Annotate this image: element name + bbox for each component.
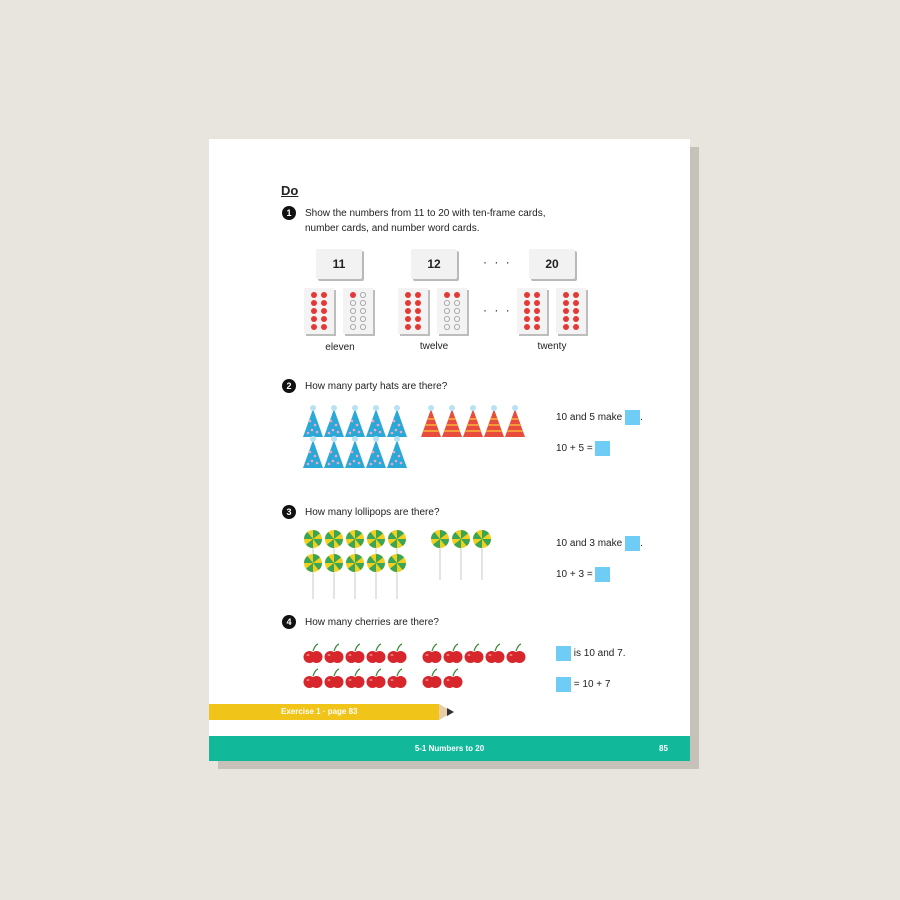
ellipsis-top: · · ·	[483, 255, 512, 269]
counter-filled	[534, 324, 540, 330]
q2-sentence-1-text: 10 and 5 make	[556, 412, 623, 424]
counter-filled	[524, 324, 530, 330]
q2-sentence-2	[556, 441, 610, 456]
counter-empty	[454, 308, 459, 313]
counter-filled	[534, 308, 540, 314]
party-hat	[324, 405, 344, 437]
section-heading: Do	[281, 183, 299, 198]
number-card-12: 12	[411, 249, 457, 279]
counter-filled	[444, 292, 450, 298]
q2-period: .	[639, 412, 643, 424]
counter-filled	[311, 300, 317, 306]
party-hats-illustration	[301, 401, 531, 471]
cherry	[388, 644, 407, 663]
word-card-twenty: twenty	[537, 341, 567, 352]
cherry	[304, 644, 323, 663]
party-hat	[484, 405, 504, 437]
party-hat	[345, 436, 365, 468]
q3-sentence-1	[556, 536, 643, 551]
counter-filled	[415, 316, 421, 322]
counter-empty	[444, 316, 449, 321]
counter-filled	[321, 324, 327, 330]
counter-filled	[534, 300, 540, 306]
lollipop	[388, 554, 406, 599]
question-1-line-2: number cards, and number word cards.	[305, 223, 480, 234]
cherry	[423, 669, 442, 688]
counter-filled	[350, 292, 356, 298]
lollipop	[431, 530, 449, 580]
ellipsis-bottom: · · ·	[483, 303, 512, 317]
q3-sentence-1-text: 10 and 3 make	[556, 538, 623, 550]
lollipop	[304, 554, 322, 599]
counter-filled	[563, 316, 569, 322]
cherry	[423, 644, 442, 663]
counter-filled	[415, 308, 421, 314]
party-hat	[345, 405, 365, 437]
question-3-number: 3	[282, 505, 296, 519]
answer-box[interactable]	[556, 646, 571, 661]
party-hat	[387, 405, 407, 437]
lollipop	[452, 530, 470, 580]
counter-filled	[415, 300, 421, 306]
counter-filled	[524, 292, 530, 298]
counter-empty	[454, 324, 459, 329]
cherry	[346, 669, 365, 688]
counter-filled	[311, 292, 317, 298]
counter-filled	[573, 292, 579, 298]
lollipop	[346, 554, 364, 599]
question-1-text	[305, 206, 545, 236]
question-1-line-1: Show the numbers from 11 to 20 with ten-frame cards,	[305, 208, 546, 219]
counter-filled	[573, 308, 579, 314]
counter-filled	[405, 324, 411, 330]
cherry	[325, 644, 344, 663]
answer-box[interactable]	[625, 410, 640, 425]
cherry	[444, 644, 463, 663]
question-2-text: How many party hats are there?	[305, 381, 448, 392]
workbook-page	[209, 139, 690, 761]
cherry	[507, 644, 526, 663]
number-card-20: 20	[529, 249, 575, 279]
lollipop	[367, 554, 385, 599]
word-card-twelve: twelve	[419, 341, 449, 352]
counter-filled	[563, 300, 569, 306]
ten-frame-card	[398, 288, 428, 334]
page-number: 85	[659, 744, 668, 753]
counter-filled	[563, 308, 569, 314]
counter-empty	[360, 324, 365, 329]
q3-sentence-2	[556, 567, 610, 582]
answer-box[interactable]	[556, 677, 571, 692]
counter-empty	[360, 300, 365, 305]
counter-filled	[321, 308, 327, 314]
counter-empty	[444, 324, 449, 329]
cherry	[367, 644, 386, 663]
party-hat	[505, 405, 525, 437]
exercise-reference[interactable]: Exercise 1 · page 83	[281, 707, 358, 716]
counter-filled	[573, 300, 579, 306]
counter-filled	[405, 308, 411, 314]
counter-filled	[415, 324, 421, 330]
counter-filled	[405, 316, 411, 322]
party-hat	[324, 436, 344, 468]
cherry	[367, 669, 386, 688]
number-card-11: 11	[316, 249, 362, 279]
question-3-text: How many lollipops are there?	[305, 507, 440, 518]
q2-sentence-2-text: 10 + 5 =	[556, 443, 593, 455]
ten-frame-card	[556, 288, 586, 334]
question-2-number: 2	[282, 379, 296, 393]
counter-filled	[321, 300, 327, 306]
party-hat	[387, 436, 407, 468]
counter-empty	[350, 324, 355, 329]
party-hat	[303, 405, 323, 437]
cherry	[388, 669, 407, 688]
counter-empty	[350, 316, 355, 321]
q3-sentence-2-text: 10 + 3 =	[556, 569, 593, 581]
counter-filled	[563, 292, 569, 298]
counter-filled	[524, 308, 530, 314]
counter-filled	[311, 324, 317, 330]
counter-empty	[350, 300, 355, 305]
party-hat	[303, 436, 323, 468]
counter-empty	[454, 300, 459, 305]
ten-frame-card	[304, 288, 334, 334]
counter-empty	[454, 316, 459, 321]
counter-filled	[405, 300, 411, 306]
word-card-eleven: eleven	[325, 342, 355, 353]
counter-filled	[405, 292, 411, 298]
counter-filled	[311, 308, 317, 314]
footer-bar	[209, 736, 690, 761]
counter-filled	[563, 324, 569, 330]
counter-empty	[360, 316, 365, 321]
counter-filled	[321, 292, 327, 298]
counter-filled	[534, 316, 540, 322]
cherry	[346, 644, 365, 663]
party-hat	[366, 436, 386, 468]
counter-filled	[415, 292, 421, 298]
answer-box[interactable]	[595, 567, 610, 582]
ten-frame-card	[517, 288, 547, 334]
question-4-text: How many cherries are there?	[305, 617, 439, 628]
footer-section-title: 5-1 Numbers to 20	[414, 744, 485, 753]
ten-frame-card	[437, 288, 467, 334]
party-hat	[463, 405, 483, 437]
pencil-lead	[447, 708, 454, 716]
question-4-number: 4	[282, 615, 296, 629]
answer-box[interactable]	[625, 536, 640, 551]
counter-filled	[573, 316, 579, 322]
party-hat	[442, 405, 462, 437]
cherry	[325, 669, 344, 688]
counter-filled	[321, 316, 327, 322]
party-hat	[421, 405, 441, 437]
lollipop	[473, 530, 491, 580]
q4-sentence-2	[556, 677, 610, 692]
counter-filled	[573, 324, 579, 330]
q4-sentence-1	[556, 646, 626, 661]
counter-empty	[444, 300, 449, 305]
counter-filled	[524, 316, 530, 322]
q2-sentence-1	[556, 410, 643, 425]
counter-filled	[524, 300, 530, 306]
answer-box[interactable]	[595, 441, 610, 456]
counter-empty	[360, 308, 365, 313]
lollipops-illustration	[301, 527, 501, 602]
q4-sentence-2-text: = 10 + 7	[573, 679, 611, 691]
counter-empty	[350, 308, 355, 313]
q4-sentence-1-text: is 10 and 7.	[573, 648, 626, 660]
q3-period: .	[639, 538, 643, 550]
cherry	[444, 669, 463, 688]
cherry	[465, 644, 484, 663]
lollipop	[325, 554, 343, 599]
cherry	[486, 644, 505, 663]
cherry	[304, 669, 323, 688]
counter-filled	[311, 316, 317, 322]
counter-empty	[444, 308, 449, 313]
party-hat	[366, 405, 386, 437]
cherries-illustration	[301, 637, 531, 692]
ten-frame-card	[343, 288, 373, 334]
counter-filled	[534, 292, 540, 298]
counter-filled	[454, 292, 460, 298]
question-1-number: 1	[282, 206, 296, 220]
counter-empty	[360, 292, 365, 297]
